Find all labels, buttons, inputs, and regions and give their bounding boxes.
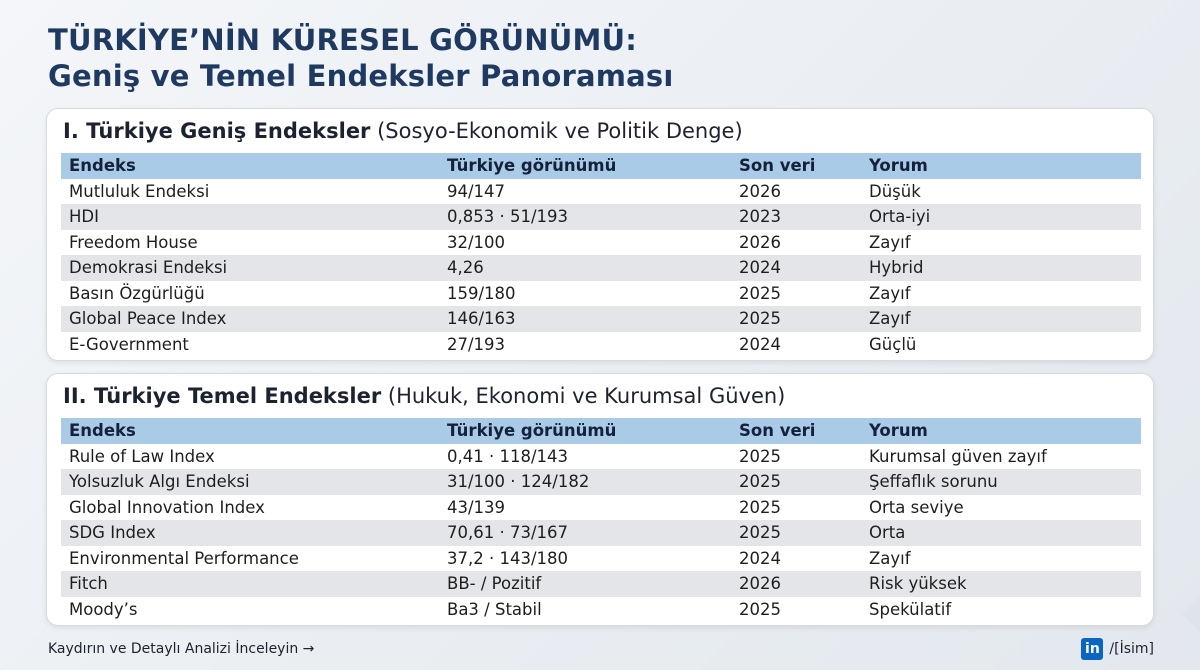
- table-cell: Zayıf: [869, 309, 911, 329]
- table-row: [61, 444, 1141, 470]
- author-handle: /[İsim]: [1109, 641, 1154, 657]
- section-card-broad-indices: [46, 108, 1154, 361]
- table-cell: Kurumsal güven zayıf: [869, 446, 1047, 466]
- table-cell: Zayıf: [869, 232, 911, 252]
- table-row: [61, 281, 1141, 307]
- indices-table: [61, 418, 1141, 622]
- table-cell: 2025: [739, 523, 781, 543]
- section-heading: [61, 109, 1139, 153]
- table-cell: Düşük: [869, 181, 921, 201]
- section-heading-bold: II. Türkiye Temel Endeksler: [63, 384, 382, 408]
- table-cell: 70,61 · 73/167: [447, 523, 569, 543]
- table-cell: 2024: [739, 334, 781, 354]
- table-cell: Zayıf: [869, 548, 911, 568]
- table-cell: 31/100 · 124/182: [447, 472, 590, 492]
- table-cell: Fitch: [69, 574, 108, 594]
- column-header: Endeks: [69, 156, 136, 176]
- table-row: [61, 520, 1141, 546]
- table-row: [61, 179, 1141, 205]
- table-cell: 94/147: [447, 181, 506, 201]
- column-header: Yorum: [869, 421, 928, 441]
- table-cell: Orta: [869, 523, 906, 543]
- table-row: [61, 571, 1141, 597]
- table-cell: Basın Özgürlüğü: [69, 283, 205, 303]
- column-header: Türkiye görünümü: [447, 156, 617, 176]
- table-cell: 2024: [739, 258, 781, 278]
- table-cell: Global Peace Index: [69, 309, 227, 329]
- table-cell: Global Innovation Index: [69, 497, 265, 517]
- indices-table: [61, 153, 1141, 357]
- column-header: Endeks: [69, 421, 136, 441]
- table-row: [61, 546, 1141, 572]
- table-cell: Demokrasi Endeksi: [69, 258, 228, 278]
- table-cell: Zayıf: [869, 283, 911, 303]
- table-cell: BB- / Pozitif: [447, 574, 542, 594]
- column-header: Son veri: [739, 156, 816, 176]
- section-heading-subtitle: (Sosyo-Ekonomik ve Politik Denge): [370, 119, 743, 143]
- title-line-1: TÜRKİYE’NİN KÜRESEL GÖRÜNÜMÜ:: [48, 23, 638, 57]
- table-cell: 27/193: [447, 334, 506, 354]
- table-cell: 159/180: [447, 283, 516, 303]
- column-header: Son veri: [739, 421, 816, 441]
- table-cell: Orta seviye: [869, 497, 964, 517]
- scroll-hint: Kaydırın ve Detaylı Analizi İnceleyin →: [48, 641, 315, 657]
- table-cell: 2026: [739, 181, 781, 201]
- table-cell: Risk yüksek: [869, 574, 967, 594]
- table-cell: Hybrid: [869, 258, 924, 278]
- table-cell: 2026: [739, 232, 781, 252]
- table-cell: 2025: [739, 283, 781, 303]
- table-cell: Mutluluk Endeksi: [69, 181, 210, 201]
- table-header-row: [61, 418, 1141, 444]
- table-cell: SDG Index: [69, 523, 156, 543]
- table-cell: 2025: [739, 599, 781, 619]
- table-cell: Moody’s: [69, 599, 138, 619]
- table-row: [61, 255, 1141, 281]
- table-row: [61, 306, 1141, 332]
- table-cell: 0,41 · 118/143: [447, 446, 569, 466]
- table-cell: 2025: [739, 497, 781, 517]
- table-row: [61, 597, 1141, 623]
- linkedin-icon: in: [1081, 638, 1103, 660]
- table-cell: 43/139: [447, 497, 506, 517]
- table-cell: 4,26: [447, 258, 484, 278]
- table-cell: 2023: [739, 207, 781, 227]
- section-heading: [61, 374, 1139, 418]
- table-cell: Orta-iyi: [869, 207, 931, 227]
- table-cell: Environmental Performance: [69, 548, 299, 568]
- column-header: Türkiye görünümü: [447, 421, 617, 441]
- table-row: [61, 204, 1141, 230]
- table-cell: 32/100: [447, 232, 506, 252]
- table-cell: 2025: [739, 309, 781, 329]
- column-header: Yorum: [869, 156, 928, 176]
- table-cell: 2025: [739, 472, 781, 492]
- table-header-row: [61, 153, 1141, 179]
- table-row: [61, 230, 1141, 256]
- table-cell: Ba3 / Stabil: [447, 599, 542, 619]
- table-cell: Spekülatif: [869, 599, 952, 619]
- table-row: [61, 332, 1141, 358]
- section-heading-subtitle: (Hukuk, Ekonomi ve Kurumsal Güven): [381, 384, 786, 408]
- table-cell: 2024: [739, 548, 781, 568]
- table-cell: Rule of Law Index: [69, 446, 215, 466]
- linkedin-handle[interactable]: [1081, 638, 1154, 660]
- table-cell: 2025: [739, 446, 781, 466]
- table-cell: Güçlü: [869, 334, 917, 354]
- table-cell: E-Government: [69, 334, 189, 354]
- table-cell: 146/163: [447, 309, 516, 329]
- table-row: [61, 469, 1141, 495]
- table-cell: 37,2 · 143/180: [447, 548, 569, 568]
- section-card-core-indices: [46, 373, 1154, 626]
- table-cell: 2026: [739, 574, 781, 594]
- table-cell: Şeffaflık sorunu: [869, 472, 998, 492]
- page-curl-decoration: [1182, 596, 1200, 632]
- table-cell: Freedom House: [69, 232, 198, 252]
- title-line-2: Geniş ve Temel Endeksler Panoraması: [48, 59, 674, 93]
- table-cell: HDI: [69, 207, 99, 227]
- section-heading-bold: I. Türkiye Geniş Endeksler: [63, 119, 371, 143]
- page-title: [48, 22, 674, 94]
- table-cell: 0,853 · 51/193: [447, 207, 569, 227]
- table-cell: Yolsuzluk Algı Endeksi: [69, 472, 250, 492]
- table-row: [61, 495, 1141, 521]
